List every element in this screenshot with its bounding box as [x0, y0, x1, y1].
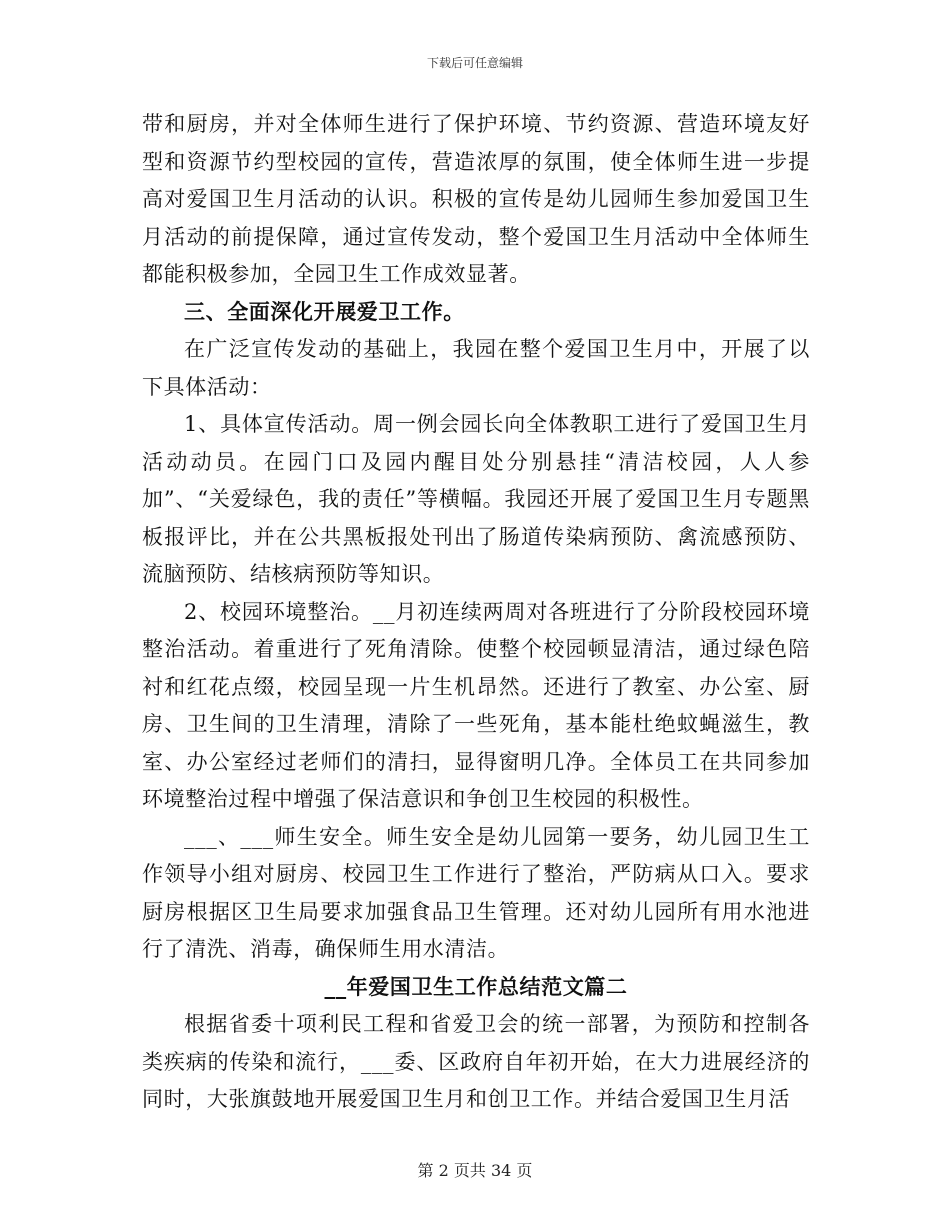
- paragraph-item-3: ___、___师生安全。师生安全是幼儿园第一要务，幼儿园卫生工作领导小组对厨房、校园卫生工作进行了整治，严防病从口入。要求厨房根据区卫生局要求加强食品卫生管理。还对幼儿园所有用水池进行了清洗、消毒，确保师生用水清洁。: [142, 824, 810, 961]
- page-header: 下载后可任意编辑: [426, 56, 523, 70]
- document-body: [142, 106, 810, 1119]
- paragraph-intro: 在广泛宣传发动的基础上，我园在整个爱国卫生月中，开展了以下具体活动：: [142, 337, 810, 399]
- page-number: 第 2 页共 34 页: [417, 1161, 533, 1180]
- paragraph-continuation: 带和厨房，并对全体师生进行了保护环境、节约资源、营造环境友好型和资源节约型校园的宣传，营造浓厚的氛围，使全体师生进一步提高对爱国卫生月活动的认识。积极的宣传是幼儿园师生参加爱国卫生月活动的前提保障，通过宣传发动，整个爱国卫生月活动中全体师生都能积极参加，全园卫生工作成效显著。: [142, 112, 810, 286]
- paragraph-article-body: 根据省委十项利民工程和省爱卫会的统一部署，为预防和控制各类疾病的传染和流行，___委、区政府自年初开始，在大力进展经济的同时，大张旗鼓地开展爱国卫生月和创卫工作。并结合爱国卫生月活: [142, 1012, 810, 1111]
- section-heading: 三、全面深化开展爱卫工作。: [184, 299, 465, 324]
- article-title: __年爱国卫生工作总结范文篇二: [324, 974, 628, 999]
- paragraph-item-2: 2、校园环境整治。__月初连续两周对各班进行了分阶段校园环境整治活动。着重进行了死角清除。使整个校园顿显清洁，通过绿色陪衬和红花点缀，校园呈现一片生机昂然。还进行了教室、办公室、厨房、卫生间的卫生清理，清除了一些死角，基本能杜绝蚊蝇滋生，教室、办公室经过老师们的清扫，显得窗明几净。全体员工在共同参加环境整治过程中增强了保洁意识和争创卫生校园的积极性。: [142, 599, 810, 811]
- paragraph-item-1: 1、具体宣传活动。周一例会园长向全体教职工进行了爱国卫生月活动动员。在园门口及园内醒目处分别悬挂“清洁校园，人人参加”、“关爱绿色，我的责任”等横幅。我园还开展了爱国卫生月专题黑板报评比，并在公共黑板报处刊出了肠道传染病预防、禽流感预防、流脑预防、结核病预防等知识。: [142, 412, 810, 586]
